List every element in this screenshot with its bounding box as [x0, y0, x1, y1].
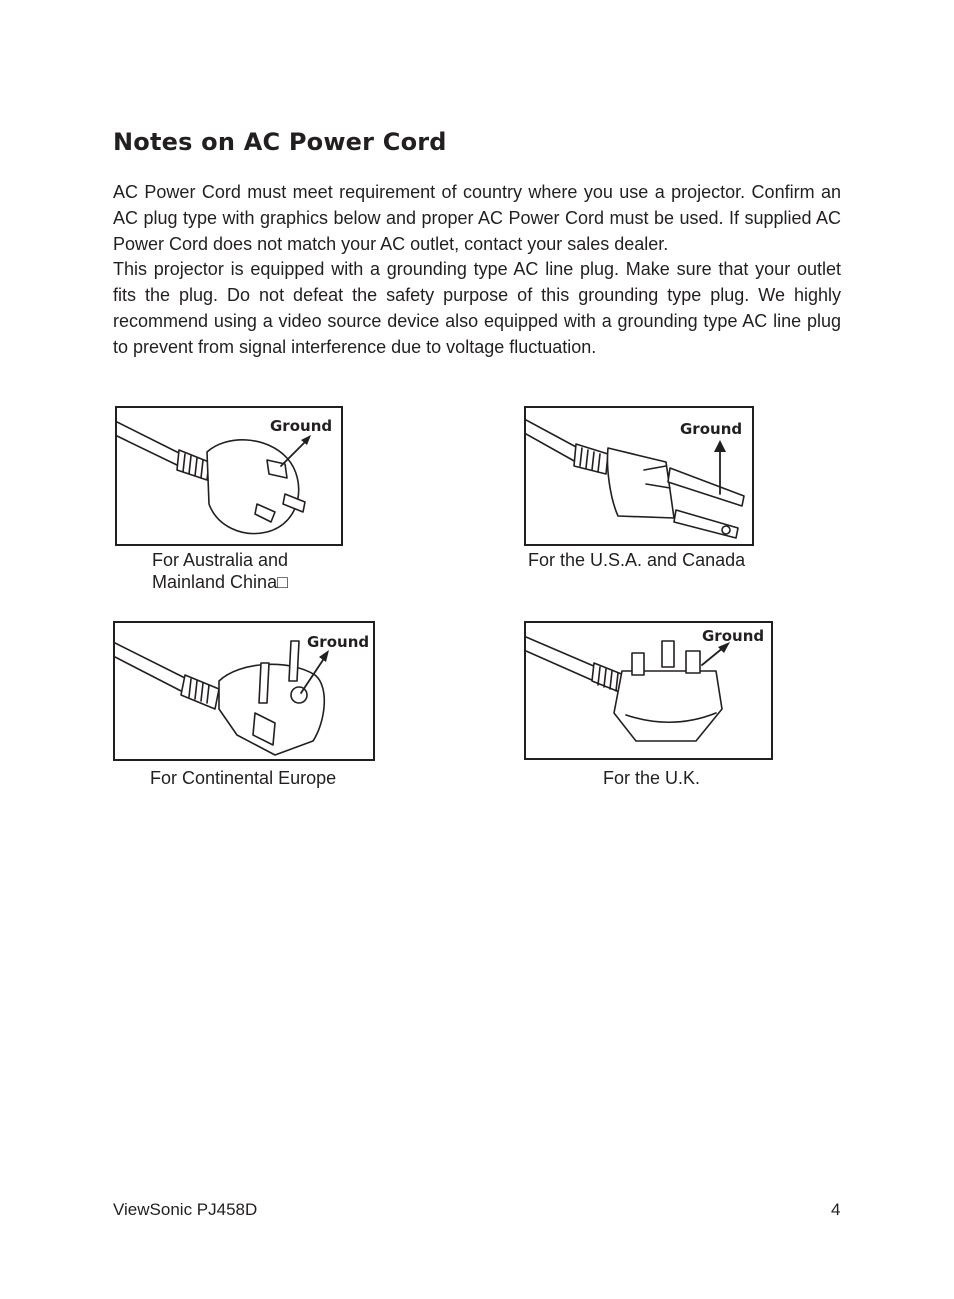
body-text	[113, 180, 841, 361]
figure-australia-plug	[115, 406, 343, 546]
caption-usa: For the U.S.A. and Canada	[528, 550, 746, 570]
paragraph-1: AC Power Cord must meet requirement of country where you use a projector. Confirm an AC plug type with graphics below and proper AC Power Cord must be used. If supplied AC Power Cord does not match your AC outlet, contact your sales dealer.	[113, 182, 841, 254]
ground-label-uk: Ground	[702, 627, 765, 645]
caption-australia	[152, 549, 288, 593]
paragraph-2: This projector is equipped with a grounding type AC line plug. Make sure that your outlet fits the plug. Do not defeat the safety purpose of this grounding type plug. We highly recommend using a video source device also equipped with a grounding type AC line plug to prevent from signal interference due to voltage fluctuation.	[113, 259, 841, 357]
caption-europe: For Continental Europe	[150, 768, 337, 788]
ground-label-australia: Ground	[270, 417, 333, 435]
figure-europe-plug	[113, 621, 375, 761]
page-title: Notes on AC Power Cord	[113, 128, 447, 156]
figure-usa-plug	[524, 406, 754, 546]
figure-uk-plug	[524, 621, 773, 760]
caption-australia-line1: For Australia and	[152, 550, 289, 570]
ground-label-usa: Ground	[680, 420, 743, 438]
caption-uk: For the U.K.	[603, 768, 701, 788]
ground-label-europe: Ground	[307, 633, 370, 651]
footer-page-number: 4	[831, 1200, 841, 1219]
caption-australia-line2: Mainland China□	[152, 572, 288, 592]
footer-product: ViewSonic PJ458D	[113, 1200, 258, 1219]
